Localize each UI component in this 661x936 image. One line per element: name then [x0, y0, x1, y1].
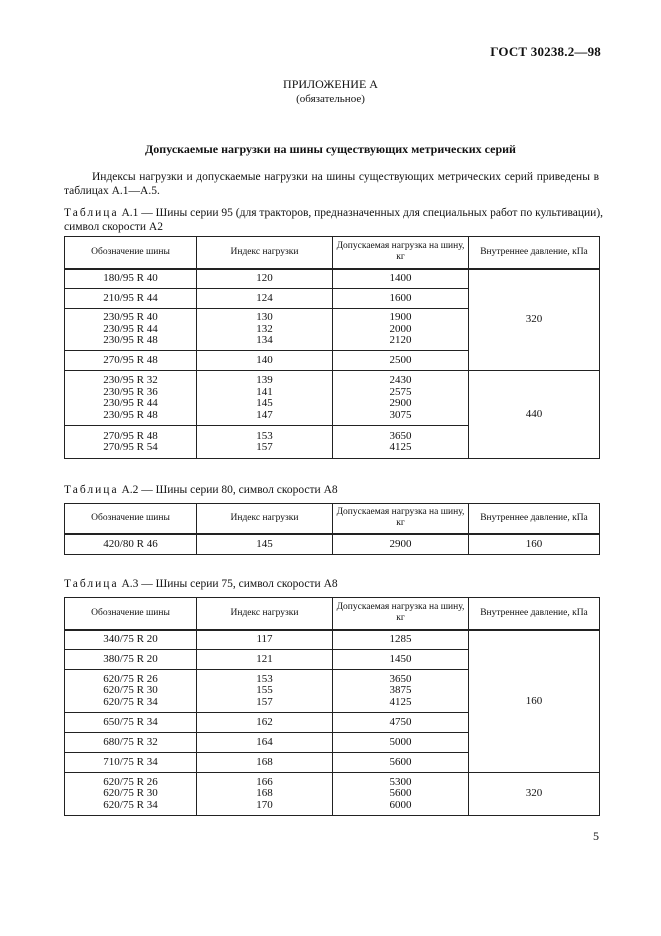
load-cell: 2500: [333, 351, 469, 371]
appendix-note: (обязательное): [296, 93, 365, 105]
load-cell: 1285: [333, 630, 469, 650]
table-caption-text: А.2 — Шины серии 80, символ скорости А8: [121, 484, 338, 496]
tire-size-cell: 340/75 R 20: [65, 630, 197, 650]
load-index-cell: 166 168 170: [197, 773, 333, 816]
load-cell: 3650 3875 4125: [333, 670, 469, 713]
table-a3: [64, 597, 600, 816]
table-a1-body: [65, 269, 600, 459]
page-number: 5: [593, 829, 599, 843]
table-label: Таблица: [64, 578, 119, 590]
pressure-cell: 160: [469, 630, 600, 773]
tire-size-cell: 270/95 R 48 270/95 R 54: [65, 426, 197, 459]
load-index-cell: 120: [197, 269, 333, 289]
table-row: [65, 371, 600, 426]
load-cell: 5000: [333, 733, 469, 753]
tire-size-cell: 620/75 R 26 620/75 R 30 620/75 R 34: [65, 670, 197, 713]
column-header-load-index: Индекс нагрузки: [197, 237, 333, 269]
load-index-cell: 145: [197, 534, 333, 555]
load-cell: 4750: [333, 713, 469, 733]
load-index-cell: 117: [197, 630, 333, 650]
pressure-cell: 440: [469, 371, 600, 459]
document-code: ГОСТ 30238.2—98: [490, 44, 601, 59]
column-header-pressure: Внутреннее давление, кПа: [469, 598, 600, 630]
tire-size-cell: 230/95 R 40 230/95 R 44 230/95 R 48: [65, 309, 197, 351]
load-cell: 2430 2575 2900 3075: [333, 371, 469, 426]
pressure-cell: 320: [469, 773, 600, 816]
table-a1-caption: [64, 206, 604, 234]
table-row: [65, 773, 600, 816]
load-cell: 5300 5600 6000: [333, 773, 469, 816]
column-header-load-index: Индекс нагрузки: [197, 504, 333, 534]
tire-size-cell: 620/75 R 26 620/75 R 30 620/75 R 34: [65, 773, 197, 816]
load-index-cell: 140: [197, 351, 333, 371]
column-header-pressure: Внутреннее давление, кПа: [469, 504, 600, 534]
table-a3-body: [65, 630, 600, 816]
load-cell: 1600: [333, 289, 469, 309]
table-row: [65, 534, 600, 555]
tire-size-cell: 650/75 R 34: [65, 713, 197, 733]
load-index-cell: 168: [197, 753, 333, 773]
pressure-cell: 160: [469, 534, 600, 555]
load-index-cell: 139 141 145 147: [197, 371, 333, 426]
tire-size-cell: 230/95 R 32 230/95 R 36 230/95 R 44 230/95 R 48: [65, 371, 197, 426]
intro-paragraph: Индексы нагрузки и допускаемые нагрузки на шины существующих метрических серий приведены в таблицах А.1—А.5.: [64, 171, 599, 197]
tire-size-cell: 380/75 R 20: [65, 650, 197, 670]
tire-size-cell: 270/95 R 48: [65, 351, 197, 371]
column-header-tire: Обозначение шины: [65, 504, 197, 534]
table-caption-text: А.1 — Шины серии 95 (для тракторов, предназначенных для специальных работ по культивации), символ скорости А2: [64, 207, 604, 233]
appendix-heading: [0, 77, 661, 107]
tire-size-cell: 210/95 R 44: [65, 289, 197, 309]
tire-size-cell: 680/75 R 32: [65, 733, 197, 753]
table-row: [65, 630, 600, 650]
load-index-cell: 162: [197, 713, 333, 733]
load-cell: 1450: [333, 650, 469, 670]
load-cell: 1900 2000 2120: [333, 309, 469, 351]
column-header-permissible-load: Допускаемая нагрузка на шину, кг: [333, 237, 469, 269]
load-cell: 2900: [333, 534, 469, 555]
section-title: Допускаемые нагрузки на шины существующих метрических серий: [145, 142, 516, 156]
tire-size-cell: 710/75 R 34: [65, 753, 197, 773]
tire-size-cell: 180/95 R 40: [65, 269, 197, 289]
tire-size-cell: 420/80 R 46: [65, 534, 197, 555]
load-index-cell: 130 132 134: [197, 309, 333, 351]
table-a1: [64, 236, 600, 459]
column-header-permissible-load: Допускаемая нагрузка на шину, кг: [333, 598, 469, 630]
appendix-title: ПРИЛОЖЕНИЕ А: [283, 77, 378, 91]
column-header-load-index: Индекс нагрузки: [197, 598, 333, 630]
load-cell: 3650 4125: [333, 426, 469, 459]
column-header-permissible-load: Допускаемая нагрузка на шину, кг: [333, 504, 469, 534]
table-a2-caption: [64, 483, 604, 497]
table-label: Таблица: [64, 207, 119, 219]
column-header-tire: Обозначение шины: [65, 237, 197, 269]
load-index-cell: 164: [197, 733, 333, 753]
table-a3-caption: [64, 577, 604, 591]
table-label: Таблица: [64, 484, 119, 496]
table-row: [65, 269, 600, 289]
load-index-cell: 153 155 157: [197, 670, 333, 713]
load-cell: 5600: [333, 753, 469, 773]
table-a2: [64, 503, 600, 555]
load-index-cell: 121: [197, 650, 333, 670]
column-header-pressure: Внутреннее давление, кПа: [469, 237, 600, 269]
column-header-tire: Обозначение шины: [65, 598, 197, 630]
load-index-cell: 124: [197, 289, 333, 309]
load-index-cell: 153 157: [197, 426, 333, 459]
table-caption-text: А.3 — Шины серии 75, символ скорости А8: [121, 578, 338, 590]
load-cell: 1400: [333, 269, 469, 289]
pressure-cell: 320: [469, 269, 600, 371]
